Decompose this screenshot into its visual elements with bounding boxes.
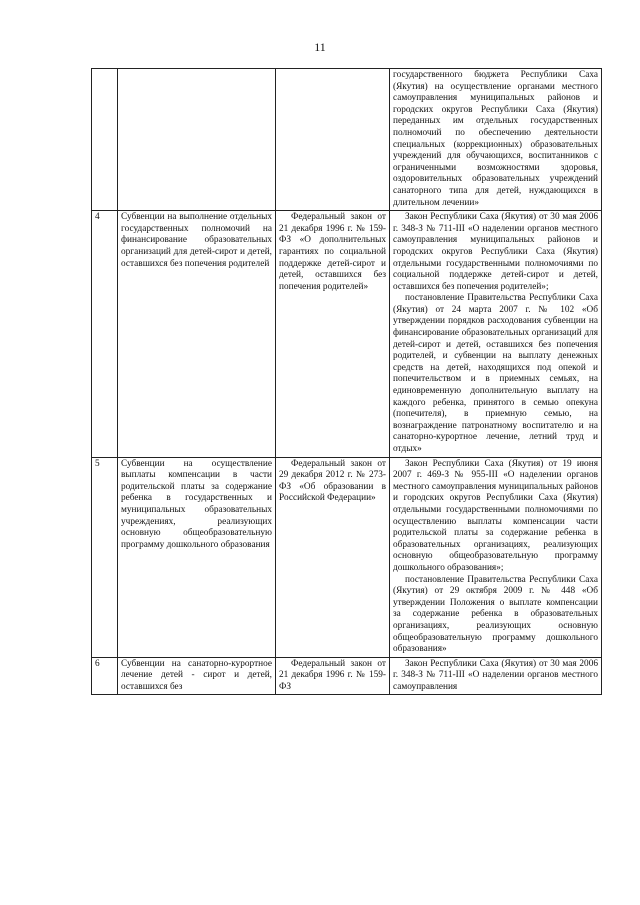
federal-law-text: Федеральный закон от 29 декабря 2012 г. № 273-ФЗ «Об образовании в Российской Федерации» xyxy=(279,458,386,504)
federal-law-cell xyxy=(276,457,390,657)
regional-acts-cell xyxy=(390,457,602,657)
regional-acts-cell xyxy=(390,69,602,211)
regional-act-text: государственного бюджета Республики Саха (Якутия) на осуществление органами местного самоуправления муниципальных районов и городских округов Республики Саха (Якутия) переданных им отдельных государственных полномочий по обеспечению деятельности специальных (коррекционных) образовательных учреждений для обучающихся, воспитанников с ограниченными возможностями здоровья, оздоровительных образовательных учреждений санаторного типа для детей, нуждающихся в длительном лечении» xyxy=(393,70,598,208)
table-body xyxy=(92,69,602,695)
subvention-name-cell: Субвенции на осуществление выплаты компенсации в части родительской платы за содержание ребенка в государственных и муниципальных образовательных учреждениях, реализующих основную общеобразовательную программу дошкольного образования xyxy=(118,457,276,657)
table-row xyxy=(92,211,602,457)
row-number-cell: 6 xyxy=(92,657,118,695)
regional-act-text: постановление Правительства Республики Саха (Якутия) от 24 марта 2007 г. № 102 «Об утверждении порядков расходования субвенции на финансирование образовательных организаций для детей-сирот и детей, оставшихся без попечения родителей, и субвенции на выплату денежных средств на детей, находящихся под опекой и попечительством и в приемных семьях, на единовременную дополнительную выплату на каждого ребенка, принятого в семью опекуна (попечителя), в приемную семью, на вознаграждение патронатному воспитателю и на санаторно-курортное лечение, летний труд и отдых» xyxy=(393,293,598,454)
regional-acts-cell xyxy=(390,657,602,695)
regional-act-text: Закон Республики Саха (Якутия) от 30 мая 2006 г. 348-З № 711-III «О наделении органов местного самоуправления муниципальных районов и городских округов Республики Саха (Якутия) отдельными государственными полномочиями по социальной поддержке детей-сирот и детей, оставшихся без попечения родителей»; xyxy=(393,212,598,292)
subvention-name-cell xyxy=(118,69,276,211)
document-table xyxy=(91,68,602,695)
federal-law-cell xyxy=(276,657,390,695)
row-number-cell: 5 xyxy=(92,457,118,657)
federal-law-text: Федеральный закон от 21 декабря 1996 г. № 159-ФЗ xyxy=(279,658,386,692)
row-number-cell xyxy=(92,69,118,211)
table-row xyxy=(92,457,602,657)
regional-acts-cell xyxy=(390,211,602,457)
subvention-name-cell: Субвенции на выполнение отдельных государственных полномочий на финансирование образовательных организаций для детей-сирот и детей, оставшихся без попечения родителей xyxy=(118,211,276,457)
regional-act-text: Закон Республики Саха (Якутия) от 30 мая 2006 г. 348-З № 711-III «О наделении органов местного самоуправления xyxy=(393,658,598,692)
page-number: 11 xyxy=(314,40,326,54)
federal-law-text: Федеральный закон от 21 декабря 1996 г. № 159-ФЗ «О дополнительных гарантиях по социальной поддержке детей-сирот и детей, оставшихся без попечения родителей» xyxy=(279,212,386,292)
regional-act-text: Закон Республики Саха (Якутия) от 19 июня 2007 г. 469-З № 955-III «О наделении органов местного самоуправления муниципальных районов и городских округов Республики Саха (Якутия) отдельными государственными полномочиями по осуществлению выплаты компенсации части родительской платы за содержание ребенка в образовательных организациях, реализующих основную общеобразовательную программу дошкольного образования»; xyxy=(393,458,598,573)
subvention-name-cell: Субвенции на санаторно-курортное лечение детей - сирот и детей, оставшихся без xyxy=(118,657,276,695)
table-row xyxy=(92,657,602,695)
federal-law-cell xyxy=(276,211,390,457)
regional-act-text: постановление Правительства Республики Саха (Якутия) от 29 октября 2009 г. № 448 «Об утверждении Положения о выплате компенсации за содержание ребенка в образовательных организациях, реализующих основную общеобразовательную программу дошкольного образования» xyxy=(393,574,598,655)
row-number-cell: 4 xyxy=(92,211,118,457)
federal-law-cell xyxy=(276,69,390,211)
table-row xyxy=(92,69,602,211)
